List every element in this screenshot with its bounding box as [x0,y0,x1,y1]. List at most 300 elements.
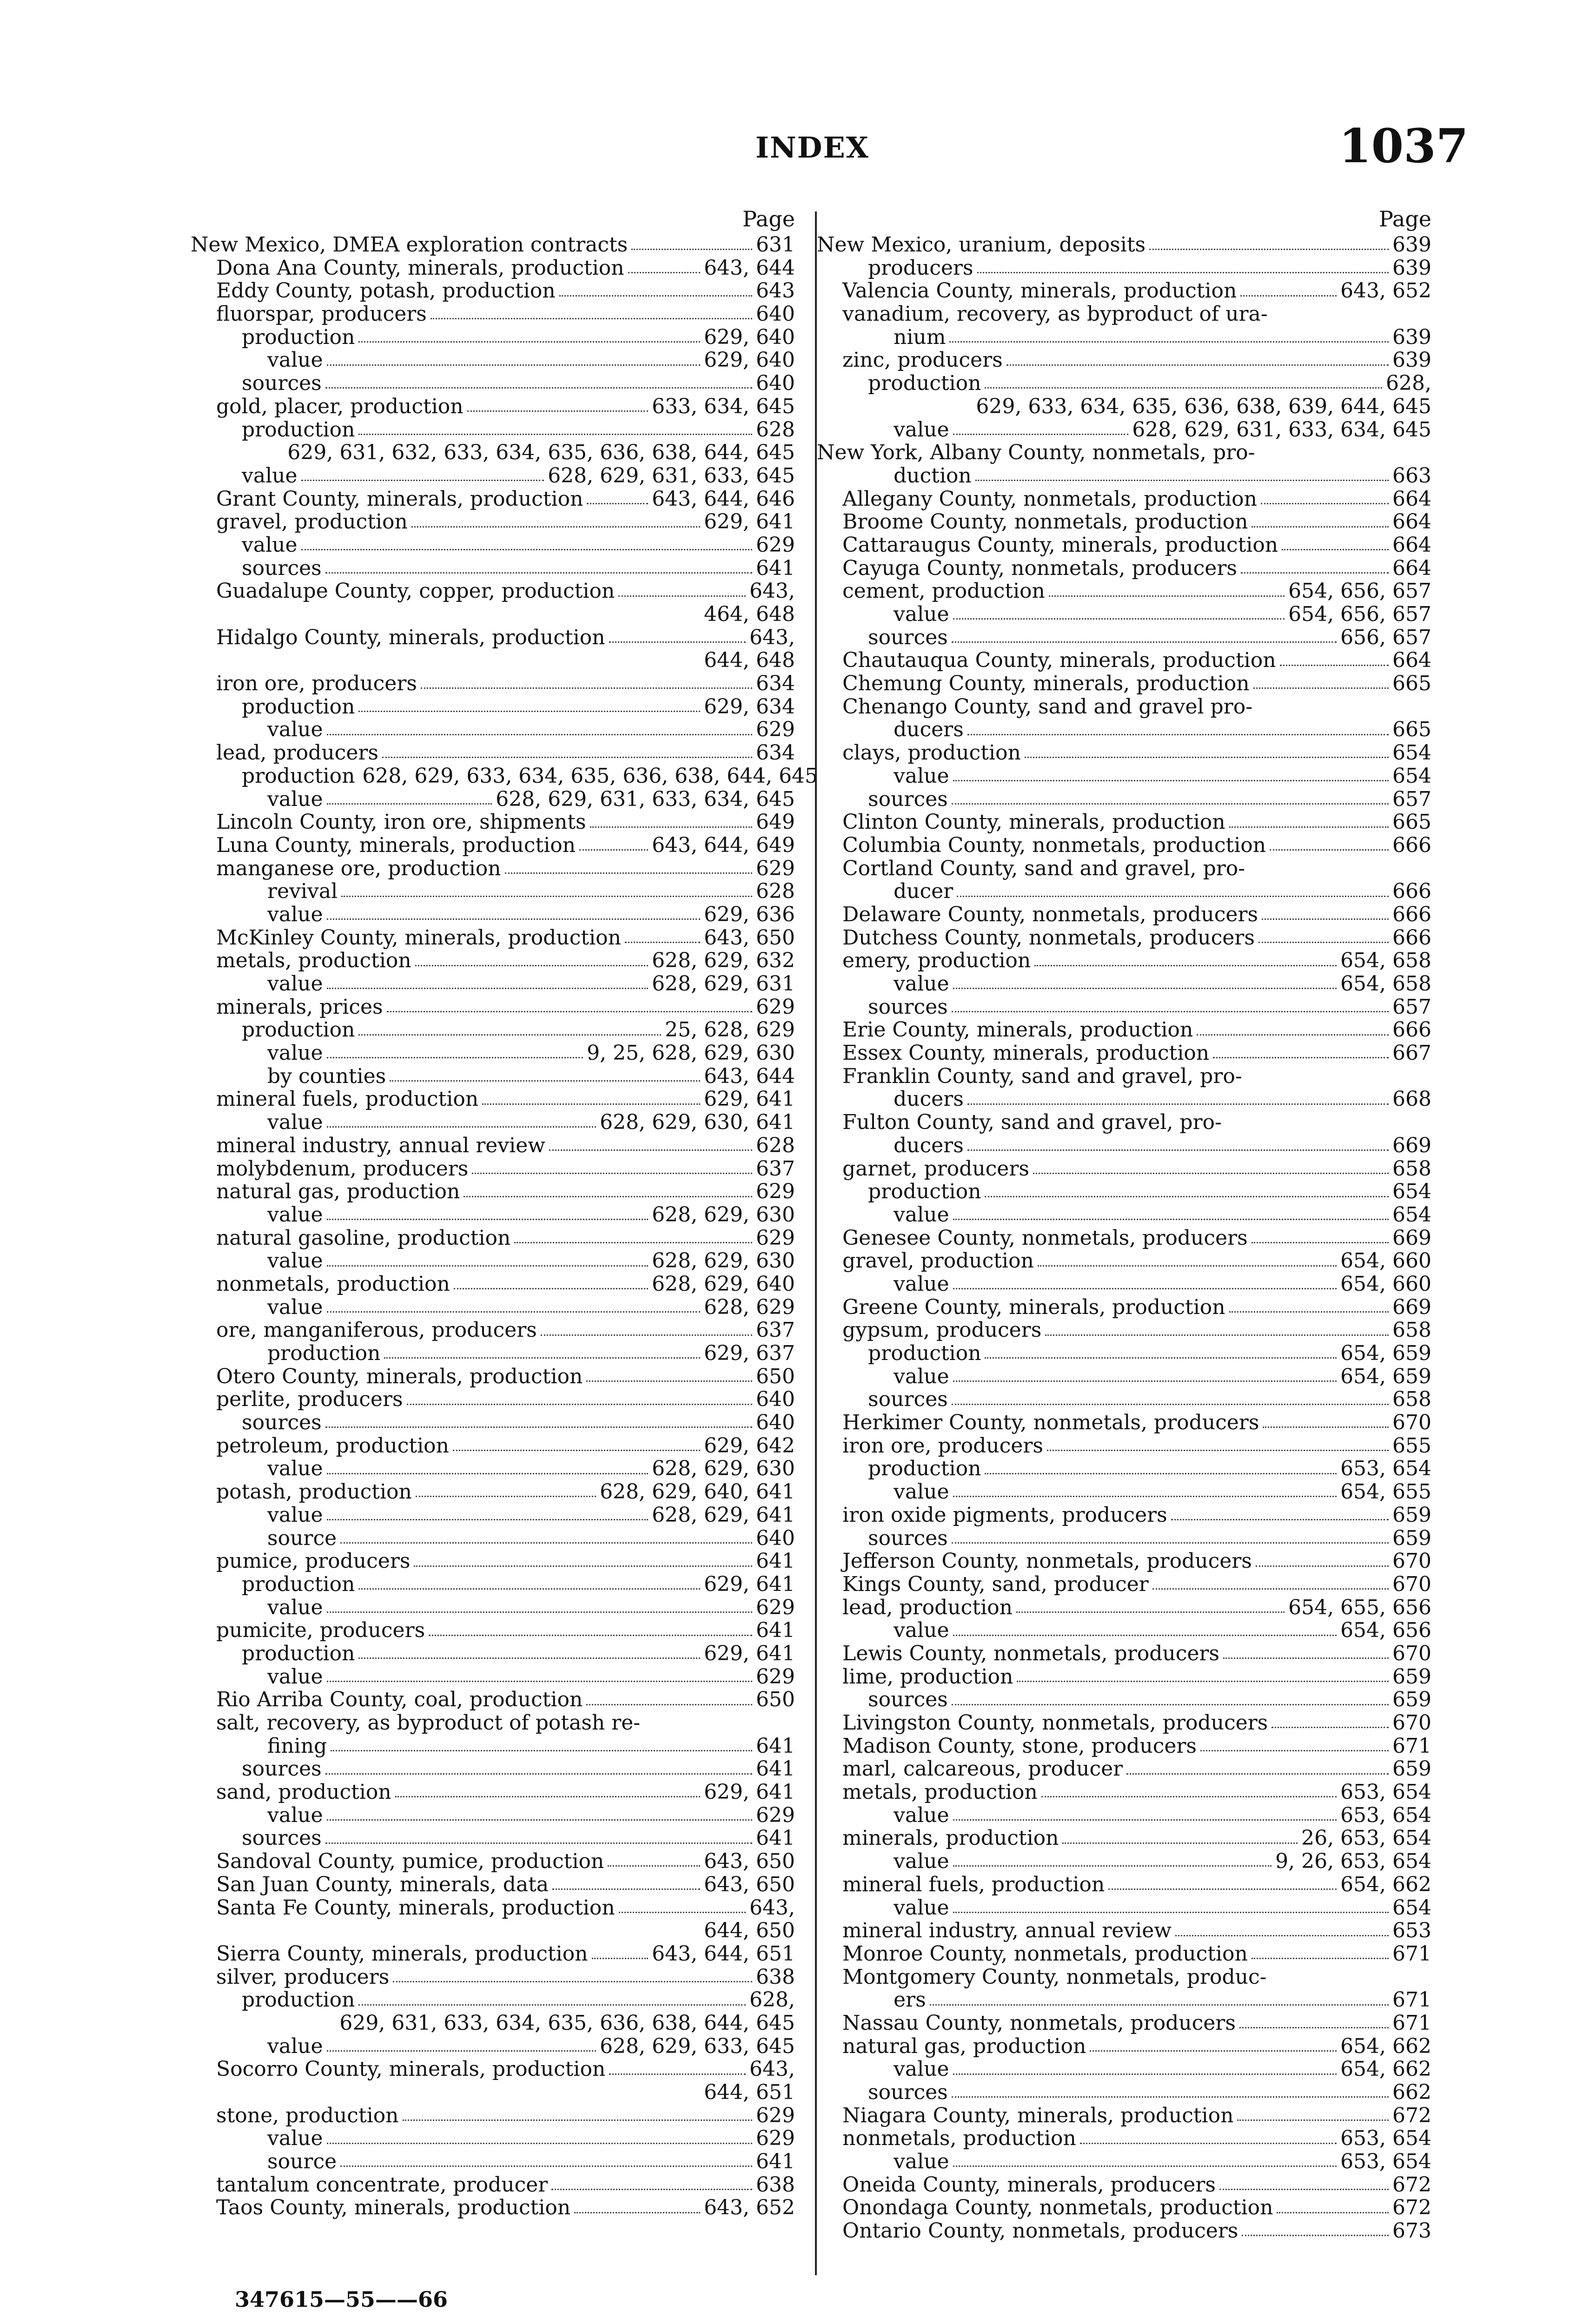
index-entry [191,903,795,926]
index-entry [817,257,1431,280]
dot-leader [453,1450,700,1451]
entry-page-refs: 654 [1392,1202,1431,1227]
entry-page-refs: 654, 655, 656 [1288,1595,1431,1619]
dot-leader [358,434,752,435]
entry-page-refs: 628, 629, 632 [652,949,795,973]
entry-page-refs: 628, 629, 631 [652,972,795,996]
entry-term: value [267,1457,323,1481]
entry-term: ducers [894,1087,964,1111]
entry-term: sources [868,1387,948,1412]
dot-leader [1241,572,1389,574]
entry-term: value [267,1803,323,1827]
entry-page-refs: 628 [756,879,795,904]
entry-term: mineral industry, annual review [842,1919,1172,1943]
entry-page-refs: 664 [1392,510,1431,534]
entry-term: Grant County, minerals, production [216,487,583,511]
dot-leader [325,1842,752,1844]
index-entry [817,1342,1431,1365]
index-entry [191,1504,795,1527]
entry-term: ducer [894,879,954,904]
dot-leader [1253,687,1389,689]
entry-term: value [267,718,323,742]
index-entry [817,2035,1431,2058]
entry-page-refs: 643, 652 [704,2196,795,2220]
index-entry [191,279,795,303]
entry-page-refs: 654, 659 [1340,1364,1431,1388]
entry-term: value [267,1295,323,1319]
entry-term: Allegany County, nonmetals, production [842,487,1257,511]
entry-page-refs: 629 [756,1226,795,1250]
dot-leader [390,1080,700,1082]
index-entry [817,1388,1431,1411]
entry-term: production [242,694,355,719]
index-entry [817,534,1431,557]
dot-leader [421,687,752,689]
entry-term: Dona Ana County, minerals, production [216,256,624,280]
index-entry [817,1781,1431,1804]
dot-leader [327,2143,752,2144]
entry-term: production [242,417,355,442]
entry-page-refs: 629 [756,1664,795,1689]
index-entry [817,1688,1431,1711]
dot-leader [395,1796,700,1797]
index-entry [817,233,1431,257]
entry-term: cement, production [842,579,1045,603]
entry-page-refs: 654, 658 [1340,949,1431,973]
dot-leader [1171,1519,1389,1520]
index-entry [191,1873,795,1896]
index-entry [817,557,1431,580]
entry-page-refs: 659 [1392,1757,1431,1781]
index-entry [817,2173,1431,2197]
entry-page-refs: 655 [1392,1433,1431,1458]
entry-term: petroleum, production [216,1433,449,1458]
entry-term: Broome County, nonmetals, production [842,510,1248,534]
index-entry [191,1249,795,1273]
entry-page-refs: 629 [756,1595,795,1619]
index-entry [191,580,795,603]
index-entry [191,1365,795,1388]
entry-term: value [242,533,298,557]
entry-page-refs: 631 [756,233,795,257]
entry-page-refs: 670 [1392,1572,1431,1596]
dot-leader [429,1635,752,1636]
entry-page-refs: 659 [1392,1526,1431,1550]
index-entry [191,1596,795,1619]
index-entry [817,2058,1431,2081]
entry-page-refs: 641 [756,1826,795,1850]
index-entry [817,303,1431,326]
entry-term: gold, placer, production [216,394,464,418]
entry-page-refs: 659 [1392,1664,1431,1689]
entry-page-refs: 663 [1392,463,1431,488]
dot-leader [327,988,649,989]
entry-page-refs: 644, 650 [704,1919,795,1943]
entry-page-refs: 643, 650 [704,925,795,950]
index-entry [817,395,1431,418]
entry-page-refs: 671 [1392,1988,1431,2012]
index-entry [191,741,795,765]
entry-term: ducers [894,718,964,742]
dot-leader [975,480,1389,481]
dot-leader [619,1912,746,1913]
entry-term: Monroe County, nonmetals, production [842,1941,1248,1966]
entry-term: value [267,1595,323,1619]
index-entry [191,1804,795,1827]
entry-term: stone, production [216,2103,399,2127]
entry-page-refs: 629, 637 [704,1341,795,1365]
dot-leader [514,1242,752,1243]
entry-page-refs: 670 [1392,1711,1431,1735]
dot-leader [1223,1657,1389,1659]
dot-leader [464,1196,752,1197]
entry-page-refs: 628, 629, 633, 634, 635, 636, 638, 644, 645 [362,764,818,788]
entry-page-refs: 644, 648 [704,648,795,673]
index-entry [191,926,795,950]
entry-page-refs: 654, 662 [1340,1872,1431,1896]
index-entry [817,1966,1431,1989]
index-entry [191,1111,795,1134]
index-entry [817,972,1431,996]
index-entry [191,1434,795,1458]
entry-term: Niagara County, minerals, production [842,2103,1234,2127]
index-entry [191,834,795,857]
index-entry [191,1896,795,1920]
entry-term: Columbia County, nonmetals, production [842,833,1266,857]
entry-term: production [242,1572,355,1596]
index-entry [191,1411,795,1434]
entry-page-refs: 669 [1392,1133,1431,1157]
index-entry [817,603,1431,626]
dot-leader [358,341,700,343]
entry-page-refs: 638 [756,1965,795,1989]
entry-term: zinc, producers [842,348,1003,372]
dot-leader [387,1011,752,1012]
entry-term: value [894,1272,949,1296]
entry-term: value [894,602,949,626]
dot-leader [327,1611,752,1613]
dot-leader [985,1473,1337,1474]
entry-term: sources [242,371,322,396]
dot-leader [327,734,752,735]
dot-leader [953,1496,1337,1497]
index-entry [817,464,1431,488]
entry-term: Valencia County, minerals, production [842,279,1237,303]
dot-leader [608,1865,700,1867]
entry-page-refs: 629, 636 [704,902,795,926]
entry-term: natural gas, production [842,2034,1086,2058]
entry-page-refs: 629, 631, 632, 633, 634, 635, 636, 638, 644, 645 [287,441,795,465]
dot-leader [953,2073,1337,2075]
dot-leader [301,480,544,481]
dot-leader [1007,364,1389,366]
entry-term: Taos County, minerals, production [216,2196,571,2220]
dot-leader [414,1565,752,1567]
dot-leader [628,272,700,273]
entry-page-refs: 629 [756,2103,795,2127]
entry-page-refs: 628, 629, 640, 641 [600,1480,795,1504]
entry-page-refs: 671 [1392,2011,1431,2035]
index-entry [191,2127,795,2150]
dot-leader [1252,526,1389,528]
entry-page-refs: 629, 634 [704,694,795,719]
entry-page-refs: 658 [1392,1387,1431,1412]
dot-leader [953,1819,1337,1821]
dot-leader [327,1819,752,1821]
index-entries [191,233,818,2220]
dot-leader [1263,1426,1389,1428]
index-entry [191,603,795,626]
entry-term: nonmetals, production [216,1272,450,1296]
index-entry [191,626,795,649]
dot-leader [1016,1611,1285,1613]
entry-page-refs: 643, 644, 646 [652,487,795,511]
entry-term: Dutchess County, nonmetals, producers [842,925,1255,950]
index-entry [817,949,1431,972]
dot-leader [579,849,648,851]
entry-page-refs: 640 [756,302,795,326]
entry-term: Guadalupe County, copper, production [216,579,615,603]
index-entry [817,1111,1431,1134]
page-title: INDEX [755,131,869,165]
dot-leader [341,896,752,897]
dot-leader [1080,2143,1337,2144]
entry-term: New Mexico, uranium, deposits [817,233,1146,257]
entry-term: iron oxide pigments, producers [842,1503,1167,1527]
index-entry [817,2104,1431,2127]
dot-leader [358,1588,700,1590]
dot-leader [1229,826,1389,828]
entry-page-refs: 629 [756,1180,795,1204]
dot-leader [454,1288,648,1289]
entry-term: garnet, producers [842,1156,1029,1181]
entry-term: production [242,1018,355,1042]
index-entries [817,233,1431,2243]
index-entry [191,1296,795,1319]
index-entry [817,2012,1431,2035]
entry-page-refs: 9, 25, 628, 629, 630 [587,1041,795,1065]
entry-page-refs: 672 [1392,2103,1431,2127]
entry-term: Chemung County, minerals, production [842,672,1250,696]
entry-term: value [894,1364,949,1388]
dot-leader [1062,1842,1298,1844]
entry-page-refs: 629, 631, 633, 634, 635, 636, 638, 644, 645 [339,2011,795,2035]
entry-page-refs: 629 [756,856,795,880]
entry-term: lead, producers [216,741,378,765]
entry-page-refs: 662 [1392,2080,1431,2104]
index-entry [817,1042,1431,1065]
entry-term: Otero County, minerals, production [216,1364,583,1388]
entry-term: metals, production [216,949,411,973]
index-entry [191,1273,795,1296]
entry-term: Madison County, stone, producers [842,1734,1197,1758]
dot-leader [985,1196,1389,1197]
entry-page-refs: 654, 660 [1340,1272,1431,1296]
index-entry [817,1273,1431,1296]
index-entry [191,372,795,395]
entry-page-refs: 628, 629, 630, 641 [600,1110,795,1135]
dot-leader [592,1958,649,1959]
entry-page-refs: 628, 629, 630 [652,1457,795,1481]
entry-page-refs: 629, 641 [704,510,795,534]
entry-term: production [868,1457,981,1481]
dot-leader [415,965,648,966]
entry-term: molybdenum, producers [216,1156,469,1181]
dot-leader [952,2096,1389,2098]
index-entry [191,1781,795,1804]
entry-term: Chenango County, sand and gravel pro- [842,694,1253,719]
entry-term: value [894,1849,949,1874]
index-entry [817,649,1431,672]
entry-page-refs: 628, 629, 640 [652,1272,795,1296]
dot-leader [1252,1242,1389,1243]
entry-term: emery, production [842,949,1031,973]
entry-term: potash, production [216,1480,412,1504]
entry-page-refs: 628 [756,417,795,442]
entry-page-refs: 641 [756,1734,795,1758]
entry-term: value [267,787,323,811]
entry-page-refs: 26, 653, 654 [1301,1826,1431,1850]
index-entry [191,1988,795,2012]
dot-leader [327,2050,596,2052]
entry-page-refs: 654, 660 [1340,1249,1431,1273]
dot-leader [327,1219,649,1220]
entry-term: natural gasoline, production [216,1226,511,1250]
entry-page-refs: 673 [1392,2219,1431,2243]
dot-leader [574,2212,700,2213]
dot-leader [1213,1057,1389,1058]
index-entry [817,349,1431,372]
entry-page-refs: 629 [756,533,795,557]
index-entry [191,949,795,972]
index-entry [191,880,795,903]
entry-page-refs: 658 [1392,1156,1431,1181]
index-entry [191,2035,795,2058]
dot-leader [1126,1773,1389,1775]
entry-term: vanadium, recovery, as byproduct of ura- [842,302,1268,326]
entry-page-refs: 637 [756,1156,795,1181]
entry-page-refs: 629, 633, 634, 635, 636, 638, 639, 644, 645 [976,394,1431,418]
entry-page-refs: 664 [1392,556,1431,580]
entry-page-refs: 629 [756,995,795,1019]
dot-leader [1280,665,1389,666]
entry-page-refs: 668 [1392,1087,1431,1111]
index-entry [191,488,795,511]
entry-term: sources [242,1826,322,1850]
index-entry [817,372,1431,395]
entry-page-refs: 628, 629, 631, 633, 634, 645 [1132,417,1431,442]
index-entry [191,1642,795,1665]
dot-leader [618,595,746,597]
dot-leader [1282,549,1389,550]
dot-leader [949,341,1389,343]
dot-leader [358,2004,746,2006]
dot-leader [416,1496,596,1497]
entry-term: pumice, producers [216,1549,411,1573]
page-number: 1037 [1339,119,1469,173]
entry-term: Ontario County, nonmetals, producers [842,2219,1238,2243]
dot-leader [985,387,1382,389]
entry-term: Sandoval County, pumice, production [216,1849,604,1874]
entry-page-refs: 628, 629, 633, 645 [600,2034,795,2058]
dot-leader [1197,1034,1389,1036]
entry-page-refs: 654, 656 [1340,1618,1431,1643]
dot-leader [472,1173,752,1174]
index-entry [191,557,795,580]
entry-page-refs: 641 [756,556,795,580]
entry-page-refs: 640 [756,1526,795,1550]
index-entry [191,1919,795,1942]
entry-term: Nassau County, nonmetals, producers [842,2011,1236,2035]
entry-page-refs: 653, 654 [1340,2150,1431,2174]
entry-page-refs: 666 [1392,902,1431,926]
dot-leader [953,1912,1389,1913]
index-entry [817,1919,1431,1942]
entry-term: Livingston County, nonmetals, producers [842,1711,1268,1735]
dot-leader [393,1981,752,1982]
entry-page-refs: 666 [1392,879,1431,904]
entry-page-refs: 670 [1392,1411,1431,1435]
dot-leader [358,1657,700,1659]
entry-term: value [267,2034,323,2058]
dot-leader [327,803,492,805]
index-entry [817,2150,1431,2173]
dot-leader [953,988,1337,989]
dot-leader [1237,2119,1389,2121]
entry-term: Lincoln County, iron ore, shipments [216,810,586,834]
entry-term: value [267,1202,323,1227]
index-entry [191,1203,795,1227]
entry-term: production [868,1180,981,1204]
dot-leader [1045,1334,1389,1336]
entry-term: value [894,2057,949,2081]
entry-term: sources [868,787,948,811]
dot-leader [977,272,1389,273]
index-entry [191,1688,795,1711]
index-entry [817,1434,1431,1458]
index-entry [817,672,1431,695]
dot-leader [325,387,752,389]
entry-term: source [267,2150,337,2174]
entry-page-refs: 672 [1392,2172,1431,2197]
index-entry [817,1527,1431,1550]
index-entry [817,1411,1431,1434]
entry-term: revival [267,879,338,904]
entry-page-refs: 629 [756,2126,795,2151]
dot-leader [1175,1935,1389,1936]
entry-term: perlite, producers [216,1387,403,1412]
entry-page-refs: 644, 651 [704,2080,795,2104]
entry-page-refs: 628 [756,1133,795,1157]
dot-leader [325,572,752,574]
entry-page-refs: 654 [1392,764,1431,788]
dot-leader [552,1888,700,1890]
index-entry [817,2081,1431,2104]
index-entry [191,1388,795,1411]
index-entry [817,2219,1431,2243]
entry-term: sources [242,556,322,580]
entry-page-refs: 665 [1392,810,1431,834]
dot-leader [1242,2235,1389,2236]
entry-term: Fulton County, sand and gravel, pro- [842,1110,1222,1135]
dot-leader [952,1011,1389,1012]
entry-term: production [242,1641,355,1665]
entry-term: Essex County, minerals, production [842,1041,1210,1065]
entry-term: gypsum, producers [842,1318,1042,1342]
dot-leader [559,295,752,297]
entry-term: value [894,1480,949,1504]
dot-leader [953,618,1285,620]
